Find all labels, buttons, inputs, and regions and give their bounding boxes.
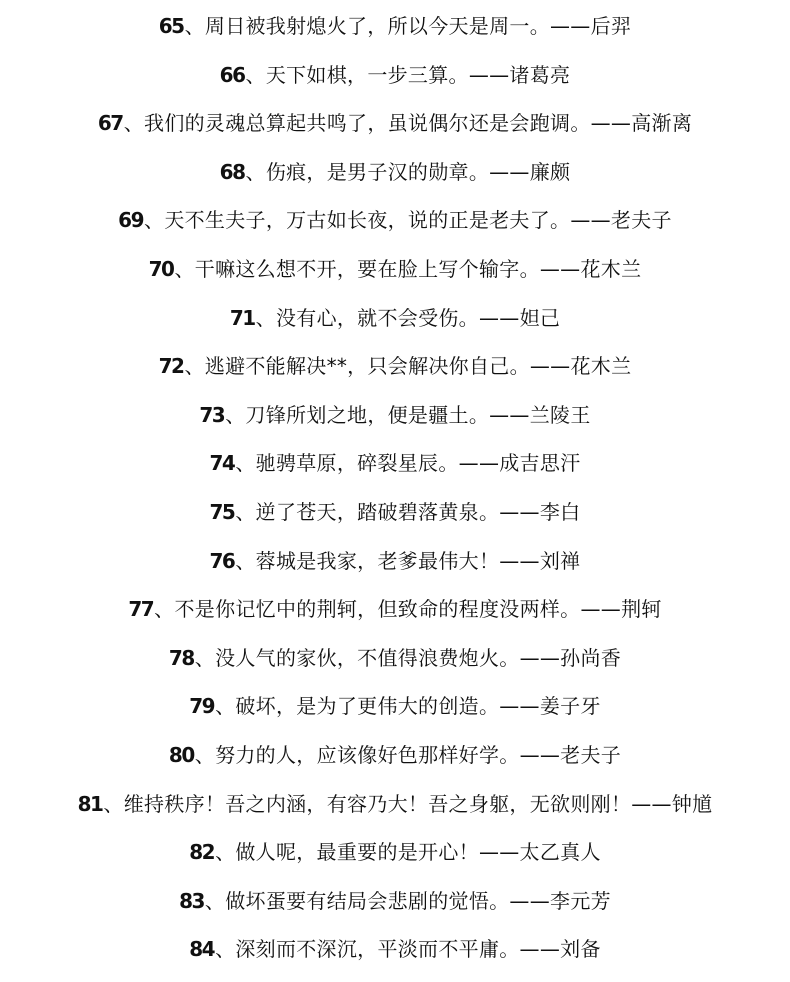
- quote-line: [0, 828, 790, 877]
- quote-number: 81: [77, 791, 103, 816]
- quote-line: [0, 439, 790, 488]
- quote-line: [0, 51, 790, 100]
- quote-text: 、干嘛这么想不开，要在脸上写个输字。——花木兰: [174, 256, 642, 281]
- quote-number: 72: [158, 354, 184, 379]
- quote-text: 、做坏蛋要有结局会悲剧的觉悟。——李元芳: [204, 888, 611, 913]
- quote-text: 、天不生夫子，万古如长夜，说的正是老夫了。——老夫子: [144, 208, 672, 233]
- quote-number: 69: [118, 208, 144, 233]
- quote-text: 、我们的灵魂总算起共鸣了，虽说偶尔还是会跑调。——高渐离: [123, 111, 693, 136]
- quote-number: 77: [128, 597, 154, 622]
- quote-number: 67: [97, 111, 123, 136]
- quote-line: [0, 537, 790, 586]
- quote-number: 70: [148, 256, 174, 281]
- quote-text: 、伤痕，是男子汉的勋章。——廉颇: [245, 159, 571, 184]
- quote-number: 76: [209, 548, 235, 573]
- quote-line: [0, 2, 790, 51]
- quote-line: [0, 634, 790, 683]
- quote-number: 83: [179, 888, 204, 913]
- quote-line: [0, 245, 790, 294]
- quote-number: 74: [209, 451, 235, 476]
- quote-text: 、蓉城是我家，老爹最伟大！——刘禅: [235, 548, 581, 573]
- quote-text: 、维持秩序！吾之内涵，有容乃大！吾之身躯，无欲则刚！——钟馗: [103, 791, 713, 816]
- quote-line: [0, 488, 790, 537]
- quote-line: [0, 148, 790, 197]
- quote-number: 80: [168, 742, 194, 767]
- quote-line: [0, 682, 790, 731]
- quote-number: 82: [189, 840, 215, 865]
- quote-number: 79: [189, 694, 215, 719]
- quote-line: [0, 342, 790, 391]
- quote-number: 84: [189, 937, 215, 962]
- quote-text: 、逆了苍天，踏破碧落黄泉。——李白: [235, 499, 581, 524]
- quote-text: 、天下如棋，一步三算。——诸葛亮: [245, 62, 571, 87]
- quote-line: [0, 99, 790, 148]
- quote-line: [0, 731, 790, 780]
- quote-number: 68: [219, 159, 245, 184]
- quote-line: [0, 925, 790, 974]
- quote-text: 、驰骋草原，碎裂星辰。——成吉思汗: [235, 451, 581, 476]
- quote-line: [0, 294, 790, 343]
- quote-number: 73: [199, 402, 225, 427]
- quote-number: 78: [168, 645, 194, 670]
- quote-number: 71: [229, 305, 255, 330]
- quote-line: [0, 391, 790, 440]
- quote-text: 、没人气的家伙，不值得浪费炮火。——孙尚香: [194, 645, 622, 670]
- quote-text: 、逃避不能解决**，只会解决你自己。——花木兰: [184, 354, 632, 379]
- quote-text: 、破坏，是为了更伟大的创造。——姜子牙: [215, 694, 601, 719]
- quote-text: 、周日被我射熄火了，所以今天是周一。——后羿: [184, 14, 632, 38]
- quote-number: 75: [209, 499, 235, 524]
- quote-text: 、刀锋所划之地，便是疆土。——兰陵王: [225, 402, 591, 427]
- quote-text: 、没有心，就不会受伤。——妲己: [255, 305, 561, 330]
- quote-text: 、做人呢，最重要的是开心！——太乙真人: [215, 840, 601, 865]
- quote-line: [0, 196, 790, 245]
- quote-number: 65: [158, 14, 184, 38]
- quote-line: [0, 780, 790, 829]
- quote-text: 、深刻而不深沉，平淡而不平庸。——刘备: [215, 937, 601, 962]
- quote-line: [0, 585, 790, 634]
- quote-text: 、不是你记忆中的荆轲，但致命的程度没两样。——荆轲: [154, 597, 662, 622]
- quote-number: 66: [219, 62, 245, 87]
- quote-text: 、努力的人，应该像好色那样好学。——老夫子: [194, 742, 622, 767]
- quote-line: [0, 877, 790, 926]
